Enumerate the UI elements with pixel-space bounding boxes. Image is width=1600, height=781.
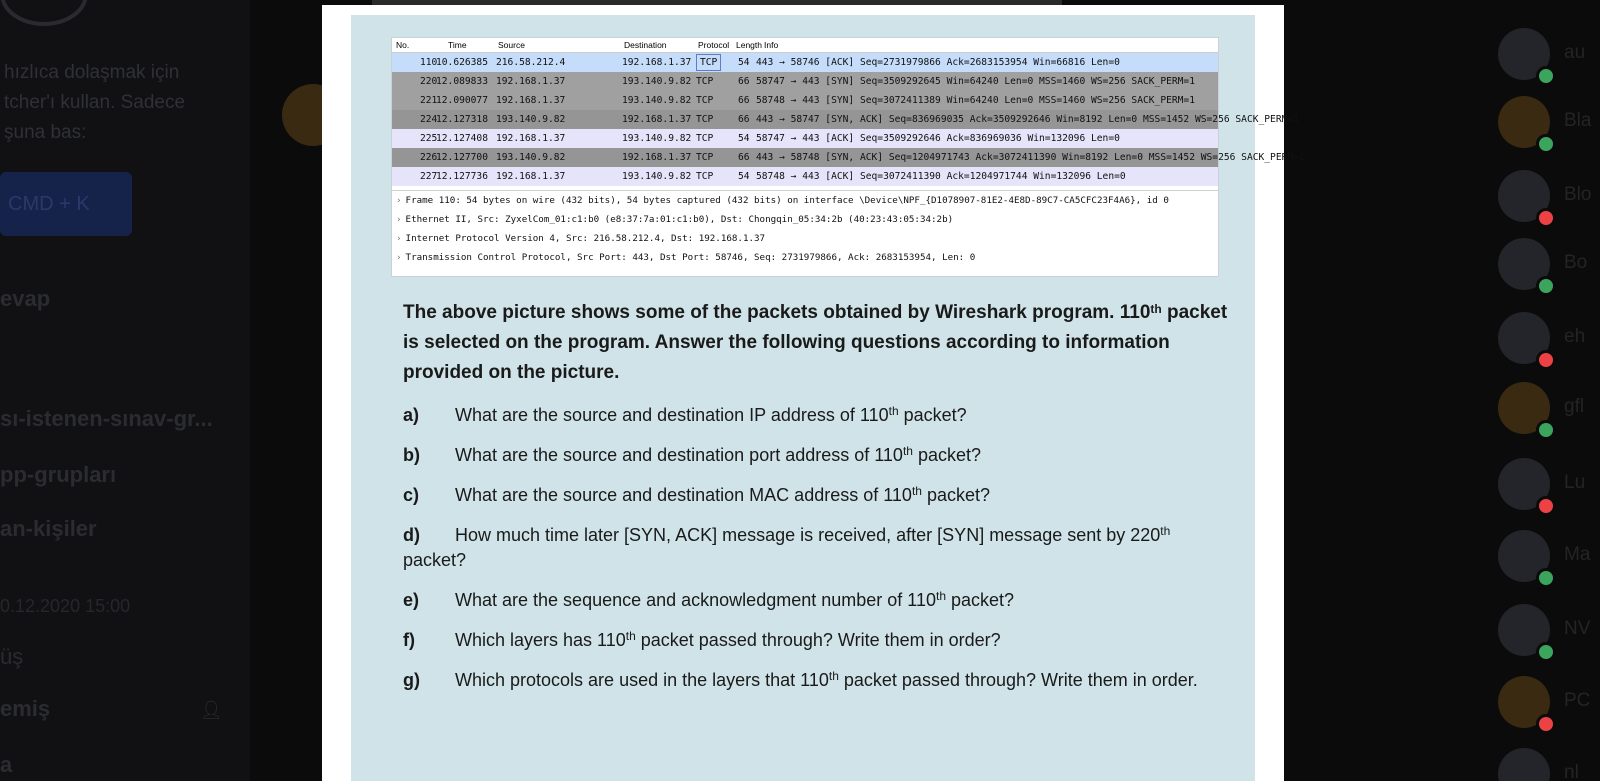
packet-src: 216.58.212.4 — [496, 57, 566, 68]
status-icon — [1536, 568, 1556, 588]
question-text: packet? — [898, 405, 967, 425]
packet-no: 226 — [420, 152, 438, 163]
packet-info: 443 → 58747 [SYN, ACK] Seq=836969035 Ack=3509292646 Win=8192 Len=0 MSS=1452 WS=256 SACK_PERM=1 — [756, 114, 1299, 125]
packet-dst: 193.140.9.82 — [622, 133, 692, 144]
packet-row[interactable] — [392, 129, 1218, 148]
member-name: Bla — [1564, 110, 1592, 131]
question-label: c) — [403, 485, 420, 505]
question-item — [403, 668, 1233, 693]
member-item[interactable] — [1498, 748, 1600, 781]
packet-time: 12.127736 — [436, 171, 488, 182]
column-header: Length — [736, 40, 762, 50]
packet-time: 12.090077 — [436, 95, 488, 106]
status-icon — [1536, 276, 1556, 296]
member-name: Blo — [1564, 184, 1592, 205]
member-name: Ma — [1564, 544, 1591, 565]
member-item[interactable] — [1498, 238, 1600, 292]
column-header: Source — [498, 40, 525, 50]
question-label: f) — [403, 630, 415, 650]
packet-row[interactable] — [392, 53, 1218, 72]
detail-line[interactable] — [392, 191, 1218, 210]
question-text — [403, 298, 1233, 693]
add-friend-icon[interactable]: 👤︎ — [200, 700, 223, 720]
detail-text: Ethernet II, Src: ZyxelCom_01:c1:b0 (e8:37:7a:01:c1:b0), Dst: Chongqin_05:34:2b (40:23:43:05:34:2b) — [405, 214, 954, 225]
question-label: a) — [403, 405, 420, 425]
quick-switcher-tip — [4, 58, 244, 148]
packet-info: 58748 → 443 [ACK] Seq=3072411390 Ack=1204971744 Win=132096 Len=0 — [756, 171, 1126, 182]
member-name: eh — [1564, 326, 1586, 347]
packet-info: 58747 → 443 [ACK] Seq=3509292646 Ack=836969036 Win=132096 Len=0 — [756, 133, 1120, 144]
member-item[interactable] — [1498, 604, 1600, 658]
member-list — [1490, 0, 1600, 781]
packet-no: 221 — [420, 95, 438, 106]
member-item[interactable] — [1498, 170, 1600, 224]
packet-row[interactable] — [392, 91, 1218, 110]
tip-line: tcher'ı kullan. Sadece — [4, 92, 186, 113]
title-sup: th — [1150, 302, 1162, 316]
question-text: How much time later [SYN, ACK] message is received, after [SYN] message sent by 220 — [455, 525, 1161, 545]
packet-list-header — [392, 38, 1218, 53]
detail-line[interactable] — [392, 229, 1218, 248]
question-sup: th — [902, 444, 913, 458]
packet-len: 66 — [738, 76, 750, 87]
expand-arrow-icon[interactable]: › — [396, 252, 402, 263]
sidebar-item[interactable]: üş — [0, 644, 24, 669]
member-item[interactable] — [1498, 382, 1600, 436]
column-header: Destination — [624, 40, 667, 50]
question-text: What are the source and destination port address of 110 — [455, 445, 903, 465]
member-name: NV — [1564, 618, 1591, 639]
member-name: au — [1564, 42, 1586, 63]
server-avatar — [0, 0, 88, 26]
packet-dst: 193.140.9.82 — [622, 95, 692, 106]
question-title — [403, 298, 1233, 388]
question-text: What are the source and destination MAC address of 110 — [455, 485, 912, 505]
question-image — [351, 15, 1305, 781]
member-item[interactable] — [1498, 96, 1600, 150]
column-header: Info — [764, 40, 779, 50]
packet-info: 58747 → 443 [SYN] Seq=3509292645 Win=64240 Len=0 MSS=1460 WS=256 SACK_PERM=1 — [756, 76, 1195, 87]
question-label: b) — [403, 445, 420, 465]
packet-dst: 193.140.9.82 — [622, 76, 692, 87]
channel-item[interactable]: evap — [0, 286, 51, 311]
packet-dst: 192.168.1.37 — [622, 152, 692, 163]
tip-line: hızlıca dolaşmak için — [4, 62, 180, 83]
question-items — [403, 403, 1233, 693]
packet-src: 193.140.9.82 — [496, 152, 566, 163]
question-item — [403, 403, 1233, 428]
packet-info: 58748 → 443 [SYN] Seq=3072411389 Win=64240 Len=0 MSS=1460 WS=256 SACK_PERM=1 — [756, 95, 1195, 106]
packet-proto: TCP — [696, 54, 721, 71]
packet-time: 12.127408 — [436, 133, 488, 144]
question-label: e) — [403, 590, 420, 610]
packet-info: 443 → 58746 [ACK] Seq=2731979866 Ack=2683153954 Win=66816 Len=0 — [756, 57, 1120, 68]
member-name: nl — [1564, 762, 1579, 781]
question-sup: th — [911, 484, 922, 498]
packet-time: 10.626385 — [436, 57, 488, 68]
member-avatar — [1498, 748, 1550, 781]
status-icon — [1536, 66, 1556, 86]
sidebar-item[interactable]: a — [0, 752, 13, 777]
detail-line[interactable] — [392, 210, 1218, 229]
packet-proto: TCP — [696, 133, 714, 144]
question-text: What are the sequence and acknowledgment number of 110 — [455, 590, 936, 610]
member-item[interactable] — [1498, 676, 1600, 730]
member-name: Bo — [1564, 252, 1588, 273]
title-text: The above picture shows some of the packets obtained by Wireshark program. 110 — [403, 302, 1151, 323]
question-text: packet passed through? Write them in order. — [838, 670, 1198, 690]
question-sup: th — [935, 589, 946, 603]
packet-src: 193.140.9.82 — [496, 114, 566, 125]
channel-item[interactable]: sı-istenen-sınav-gr... — [0, 406, 213, 431]
packet-src: 192.168.1.37 — [496, 171, 566, 182]
channel-sidebar — [0, 0, 250, 781]
packet-time: 12.127700 — [436, 152, 488, 163]
detail-text: Transmission Control Protocol, Src Port: 443, Dst Port: 58746, Seq: 2731979866, Ack: 2683153954, Len: 0 — [405, 252, 976, 263]
question-item — [403, 588, 1233, 613]
status-icon — [1536, 350, 1556, 370]
status-icon — [1536, 714, 1556, 734]
question-text: Which layers has 110 — [455, 630, 626, 650]
expand-arrow-icon[interactable]: › — [396, 214, 402, 225]
channel-item[interactable]: an-kişiler — [0, 516, 97, 541]
question-item — [403, 628, 1233, 653]
status-icon — [1536, 496, 1556, 516]
detail-line[interactable] — [392, 248, 1218, 267]
expand-arrow-icon[interactable]: › — [396, 233, 402, 244]
question-sup: th — [1160, 524, 1171, 538]
question-sup: th — [625, 629, 636, 643]
packet-row[interactable] — [392, 167, 1218, 186]
packet-row[interactable] — [392, 110, 1299, 129]
packet-proto: TCP — [696, 95, 714, 106]
member-item[interactable] — [1498, 312, 1600, 366]
status-icon — [1536, 134, 1556, 154]
question-label: d) — [403, 525, 420, 545]
packet-len: 54 — [738, 133, 750, 144]
packet-proto: TCP — [696, 171, 714, 182]
packet-len: 54 — [738, 57, 750, 68]
quick-switcher-button[interactable]: CMD + K — [0, 172, 132, 236]
member-name: gfl — [1564, 396, 1585, 417]
title-text: packet is selected on the program. Answer the following questions according to information provided on the picture. — [403, 302, 1228, 383]
packet-dst: 192.168.1.37 — [622, 114, 692, 125]
question-text: What are the source and destination IP address of 110 — [455, 405, 889, 425]
tip-line: şuna bas: — [4, 122, 87, 143]
packet-time: 12.089833 — [436, 76, 488, 87]
detail-text: Internet Protocol Version 4, Src: 216.58.212.4, Dst: 192.168.1.37 — [405, 233, 766, 244]
packet-row[interactable] — [392, 72, 1218, 91]
channel-item[interactable]: pp-grupları — [0, 462, 117, 487]
column-header: Time — [448, 40, 467, 50]
sidebar-item[interactable]: emiş — [0, 696, 51, 721]
question-item — [403, 483, 1233, 508]
member-item[interactable] — [1498, 530, 1600, 584]
question-text: packet? — [403, 550, 467, 570]
expand-arrow-icon[interactable]: › — [396, 195, 402, 206]
packet-no: 225 — [420, 133, 438, 144]
column-header: Protocol — [698, 40, 730, 50]
packet-time: 12.127318 — [436, 114, 488, 125]
packet-len: 66 — [738, 95, 750, 106]
question-text: packet? — [921, 485, 990, 505]
packet-src: 192.168.1.37 — [496, 133, 566, 144]
packet-dst: 192.168.1.37 — [622, 57, 692, 68]
packet-len: 54 — [738, 171, 750, 182]
question-label: g) — [403, 670, 420, 690]
status-icon — [1536, 420, 1556, 440]
question-item — [403, 523, 1233, 573]
packet-proto: TCP — [696, 114, 714, 125]
timestamp: 0.12.2020 15:00 — [0, 596, 131, 616]
member-name: Lu — [1564, 472, 1586, 493]
status-icon — [1536, 642, 1556, 662]
packet-list — [392, 53, 1305, 186]
question-sup: th — [828, 669, 839, 683]
packet-src: 192.168.1.37 — [496, 95, 566, 106]
question-item — [403, 443, 1233, 468]
question-text: packet? — [912, 445, 982, 465]
packet-no: 224 — [420, 114, 438, 125]
wireshark-capture — [391, 37, 1305, 277]
detail-text: Frame 110: 54 bytes on wire (432 bits), 54 bytes captured (432 bits) on interface \Device\NPF_{D1078907-81E2-4E8D-89C7-CA5CFC23F4A6}, id 0 — [405, 195, 1169, 206]
packet-details — [392, 191, 1218, 267]
packet-no: 110 — [420, 57, 438, 68]
packet-len: 66 — [738, 114, 750, 125]
image-viewer[interactable] — [322, 5, 1305, 781]
column-header: No. — [396, 40, 410, 50]
member-item[interactable] — [1498, 458, 1600, 512]
packet-no: 220 — [420, 76, 438, 87]
question-text: Which protocols are used in the layers that 110 — [455, 670, 829, 690]
packet-dst: 193.140.9.82 — [622, 171, 692, 182]
question-text: packet? — [946, 590, 1015, 610]
status-icon — [1536, 208, 1556, 228]
member-name: PC — [1564, 690, 1591, 711]
question-sup: th — [888, 404, 899, 418]
packet-src: 192.168.1.37 — [496, 76, 566, 87]
question-text: packet passed through? Write them in order? — [635, 630, 1001, 650]
packet-len: 66 — [738, 152, 750, 163]
member-item[interactable] — [1498, 28, 1600, 82]
packet-proto: TCP — [696, 76, 714, 87]
packet-no: 227 — [420, 171, 438, 182]
packet-info: 443 → 58748 [SYN, ACK] Seq=1204971743 Ack=3072411390 Win=8192 Len=0 MSS=1452 WS=256 SACK_PERM=1 — [756, 152, 1305, 163]
packet-row[interactable] — [392, 148, 1305, 167]
packet-proto: TCP — [696, 152, 714, 163]
